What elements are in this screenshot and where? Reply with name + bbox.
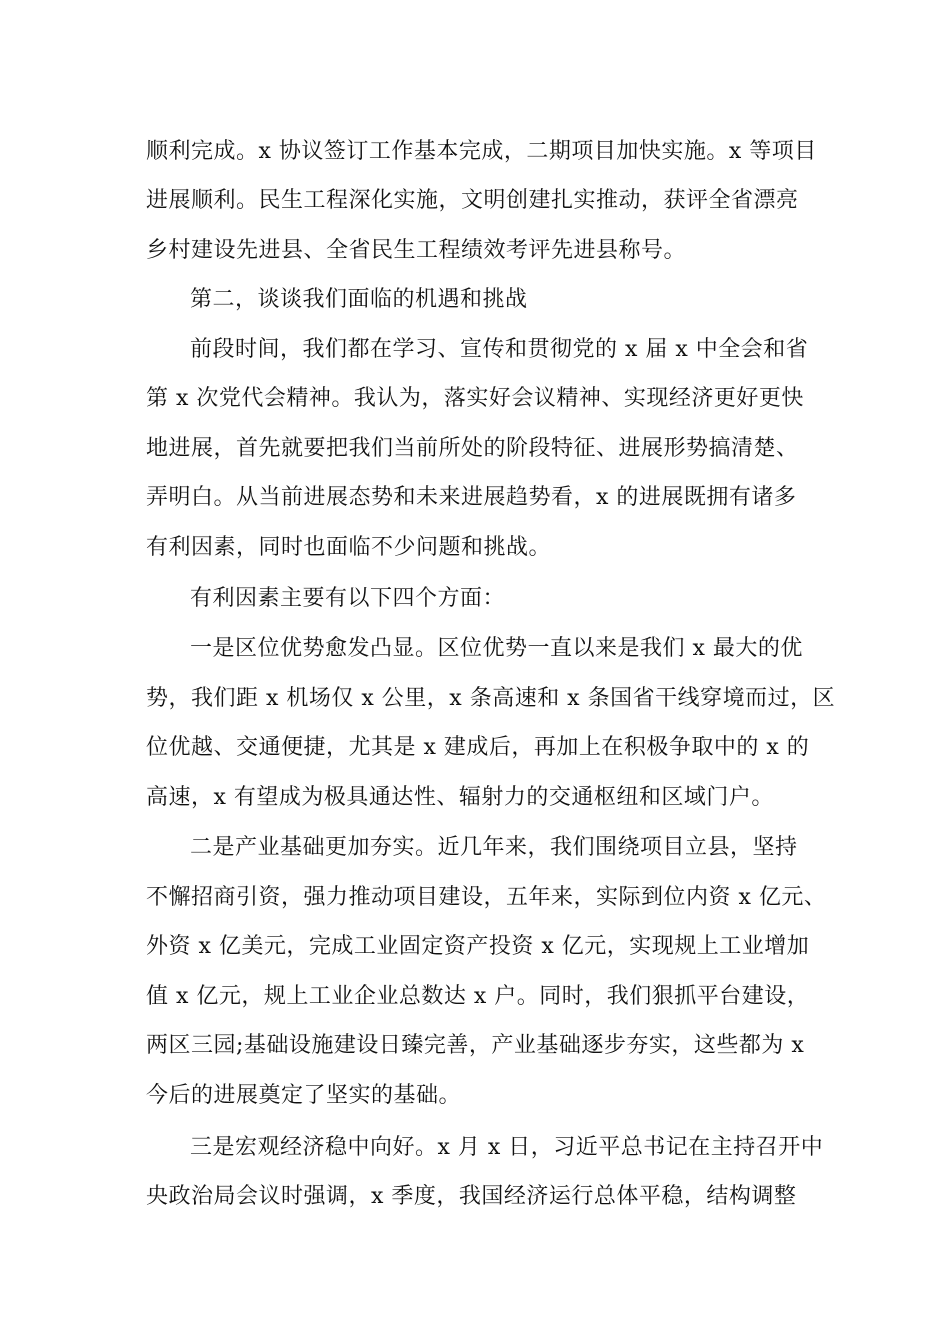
text-line: 有利因素，同时也面临不少问题和挑战。 bbox=[146, 535, 552, 560]
text-line: 弄明白。从当前进展态势和未来进展趋势看，x 的进展既拥有诸多 bbox=[146, 485, 797, 510]
text-line: 外资 x 亿美元，完成工业固定资产投资 x 亿元，实现规上工业增加 bbox=[146, 934, 810, 959]
section-heading: 第二，谈谈我们面临的机遇和挑战 bbox=[190, 287, 528, 312]
text-line: 二是产业基础更加夯实。近几年来，我们围绕项目立县，坚持 bbox=[190, 835, 798, 860]
text-line: 央政治局会议时强调，x 季度，我国经济运行总体平稳，结构调整 bbox=[146, 1184, 797, 1209]
text-line: 势，我们距 x 机场仅 x 公里，x 条高速和 x 条国省干线穿境而过，区 bbox=[146, 686, 836, 711]
text-line: 一是区位优势愈发凸显。区位优势一直以来是我们 x 最大的优 bbox=[190, 636, 803, 661]
text-line: 第 x 次党代会精神。我认为，落实好会议精神、实现经济更好更快 bbox=[146, 386, 804, 411]
text-line: 两区三园;基础设施建设日臻完善，产业基础逐步夯实，这些都为 x bbox=[146, 1033, 805, 1058]
text-line: 进展顺利。民生工程深化实施，文明创建扎实推动，获评全省漂亮 bbox=[146, 188, 799, 213]
text-line: 前段时间，我们都在学习、宣传和贯彻党的 x 届 x 中全会和省 bbox=[190, 337, 809, 362]
text-line: 不懈招商引资，强力推动项目建设，五年来，实际到位内资 x 亿元、 bbox=[146, 885, 827, 910]
text-line: 高速，x 有望成为极具通达性、辐射力的交通枢纽和区域门户。 bbox=[146, 785, 774, 810]
text-line: 有利因素主要有以下四个方面： bbox=[190, 586, 506, 611]
text-line: 地进展，首先就要把我们当前所处的阶段特征、进展形势搞清楚、 bbox=[146, 436, 799, 461]
text-line: 位优越、交通便捷，尤其是 x 建成后，再加上在积极争取中的 x 的 bbox=[146, 735, 810, 760]
text-line: 顺利完成。x 协议签订工作基本完成，二期项目加快实施。x 等项目 bbox=[146, 139, 817, 164]
text-line: 今后的进展奠定了坚实的基础。 bbox=[146, 1083, 462, 1108]
text-line: 三是宏观经济稳中向好。x 月 x 日，习近平总书记在主持召开中 bbox=[190, 1135, 824, 1160]
text-line: 值 x 亿元，规上工业企业总数达 x 户。同时，我们狠抓平台建设， bbox=[146, 984, 810, 1009]
text-line: 乡村建设先进县、全省民生工程绩效考评先进县称号。 bbox=[146, 238, 687, 263]
